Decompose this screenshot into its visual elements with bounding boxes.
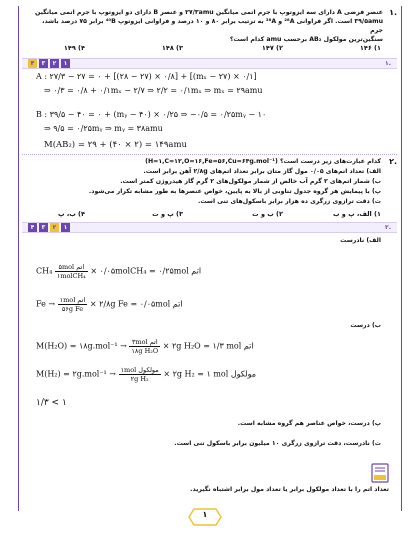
page-frame <box>18 6 402 511</box>
fe-frac-num: ۱mol اتم <box>59 296 86 304</box>
tag-2: ۲ <box>50 59 59 68</box>
ch4-formula: CH₄ <box>36 266 53 276</box>
question-2-number: ۲. <box>389 157 397 166</box>
q2-statement-c: پ) با پیمایش هر گروه جدول تناوبی از بالا به پایین، خواص عنصرها به طور مشابه تکرار می‌شود. <box>88 188 381 195</box>
h2-frac-num: ۱mol مولکول <box>120 366 159 374</box>
q2-choice-4[interactable]: ۴) ب، پ <box>58 210 85 218</box>
h2-rest: × ۲g H₂ = ۱ mol مولکول <box>163 369 257 379</box>
q2-choice-2[interactable]: ۲) ب و ت <box>252 210 283 218</box>
tag2-3: ۳ <box>39 223 48 232</box>
q2-intro: کدام عبارت‌های زیر درست است؟ (H=۱,C=۱۲,O=۱۶,Fe=۵۶,Cu=۶۴g.mol⁻¹) <box>145 158 381 165</box>
sol2-h2o-row <box>36 338 254 355</box>
answer-2-label: ۲. <box>385 224 391 231</box>
answer-1-tags <box>28 59 70 68</box>
tag-4: ۴ <box>28 59 37 68</box>
sol1-a-line2: ⇒ ۰/۳ = ۰/۸ + ۰/۱mₓ − ۲/۷ ⇒ ۲/۲ = ۰/۱mₓ ⇒ mₓ = ۲۹amu <box>44 86 263 95</box>
tag2-2: ۲ <box>50 223 59 232</box>
fe-frac-den: ۵۶g Fe <box>61 305 84 313</box>
h2o-rest: × ۲g H₂O = ۱/۳ mol اتم <box>162 341 254 351</box>
sol1-a-line1: A : ۲۷/۳ − ۲۷ = ۰ + [(۲۸ − ۲۷) × ۰/۸] + [(mₓ − ۲۷) × ۰/۱] <box>36 72 257 81</box>
q1-choice-1[interactable]: ۱) ۱۴۶ <box>359 44 381 52</box>
note-icon <box>369 462 391 484</box>
question-2-choices <box>0 210 411 220</box>
sol1-b-line1: B : ۳۹/۵ − ۴۰ = ۰ + (mᵧ − ۴۰) × ۰/۲۵ ⇒ −۰/۵ = ۰/۲۵mᵧ − ۱۰ <box>36 110 267 119</box>
tag-3: ۳ <box>39 59 48 68</box>
fe-formula: Fe → <box>36 299 56 309</box>
h2o-molar: M(H₂O) = ۱۸g.mol⁻¹ → <box>36 341 127 351</box>
h2-molar: M(H₂) = ۲g.mol⁻¹ → <box>36 369 117 379</box>
q2-choice-1[interactable]: ۱) الف، پ و ب <box>333 210 381 218</box>
q1-choice-4[interactable]: ۴) ۱۴۹ <box>63 44 85 52</box>
fe-rest: × ۲/۸g Fe = ۰/۰۵mol اتم <box>89 299 183 309</box>
tag2-4: ۴ <box>28 223 37 232</box>
sol1-molar-mass: M(AB₂) = ۲۹ + (۴۰ × ۲) = ۱۴۹amu <box>44 140 187 150</box>
separator-1 <box>22 154 397 155</box>
sol2-b-heading: ب) درست <box>350 322 381 329</box>
q1-line3: سنگین‌ترین مولکول AB₂ برحسب amu کدام است؟ <box>229 36 383 43</box>
tip-text: تعداد اتم را با تعداد مولکول برابر یا تعداد مول برابر اشتباه نگیرید. <box>190 486 389 493</box>
h2-fraction <box>119 366 161 383</box>
answer-bar-1 <box>22 58 397 69</box>
q1-choice-2[interactable]: ۲) ۱۴۷ <box>261 44 283 52</box>
sol2-d-text: ت) نادرست، دقت ترازوی زرگری ۱۰ میلیون برابر باسکول تنی است. <box>174 440 381 447</box>
sol1-b-line2: ⇒ ۹/۵ = ۰/۲۵mᵧ ⇒ mᵧ = ۳۸amu <box>44 124 163 133</box>
question-1-choices <box>0 44 411 54</box>
question-1-text <box>33 8 383 44</box>
sol2-h2-row <box>36 366 256 383</box>
answer-1-label: ۱. <box>385 60 391 67</box>
answer-bar-2 <box>22 222 397 233</box>
h2o-fraction <box>129 338 160 355</box>
fe-fraction <box>58 296 88 313</box>
h2o-frac-den: ۱۸g H₂O <box>131 347 159 355</box>
tag2-1: ۱ <box>61 223 70 232</box>
q2-statement-a: الف) تعداد اتم‌های ۰/۰۵ مول گاز متان برابر تعداد اتم‌های ۲/۸g آهن برابر است. <box>143 168 381 175</box>
sol2-a-heading: الف) نادرست <box>340 237 381 244</box>
sol2-compare: ۱/۳ < ۱ <box>36 398 67 408</box>
ch4-rest: × ۰/۰۵molCH₄ = ۰/۲۵mol اتم <box>90 266 202 276</box>
sol2-c-text: پ) درست، خواص عناصر هم گروه مشابه است. <box>237 420 381 427</box>
q1-line1: عنصر فرضی A دارای سه ایزوتوپ با جرم اتمی میانگین ۲۷/۳amu و عنصر B دارای دو ایزوتوپ با جرم اتمی میانگین <box>35 9 383 16</box>
question-1-number: ۱. <box>389 8 397 17</box>
q2-choice-3[interactable]: ۳) پ و ت <box>152 210 183 218</box>
ch4-frac-num: ۵mol اتم <box>55 263 88 272</box>
page-number: ۱ <box>202 510 208 519</box>
h2o-frac-num: ۳mol اتم <box>129 338 160 347</box>
q1-line2: ۳۹/۵amu است. اگر فراوانی ²⁸A و ³⁸A به ترتیب برابر ۸۰ و ۱۰ درصد و فراوانی ایزوتوپ ⁴⁰B برابر ۷۵ درصد باشد، جرم <box>42 18 383 34</box>
q2-statement-b: ب) شمار اتم‌های ۲ گرم آب خالص از شمار مولکول‌های ۲ گرم گاز هیدروژن کمتر است. <box>120 178 381 185</box>
sol2-ch4-row <box>36 263 201 280</box>
h2-frac-den: ۲g H₂ <box>130 375 149 383</box>
ch4-fraction <box>55 263 88 280</box>
q1-choice-3[interactable]: ۳) ۱۴۸ <box>161 44 183 52</box>
tag-1: ۱ <box>61 59 70 68</box>
q2-statement-d: ت) دقت ترازوی زرگری ده هزار برابر باسکول‌های تنی است. <box>197 198 381 205</box>
sol2-fe-row <box>36 296 183 313</box>
answer-2-tags <box>28 223 70 232</box>
ch4-frac-den: ۱molCH₄ <box>56 272 86 280</box>
